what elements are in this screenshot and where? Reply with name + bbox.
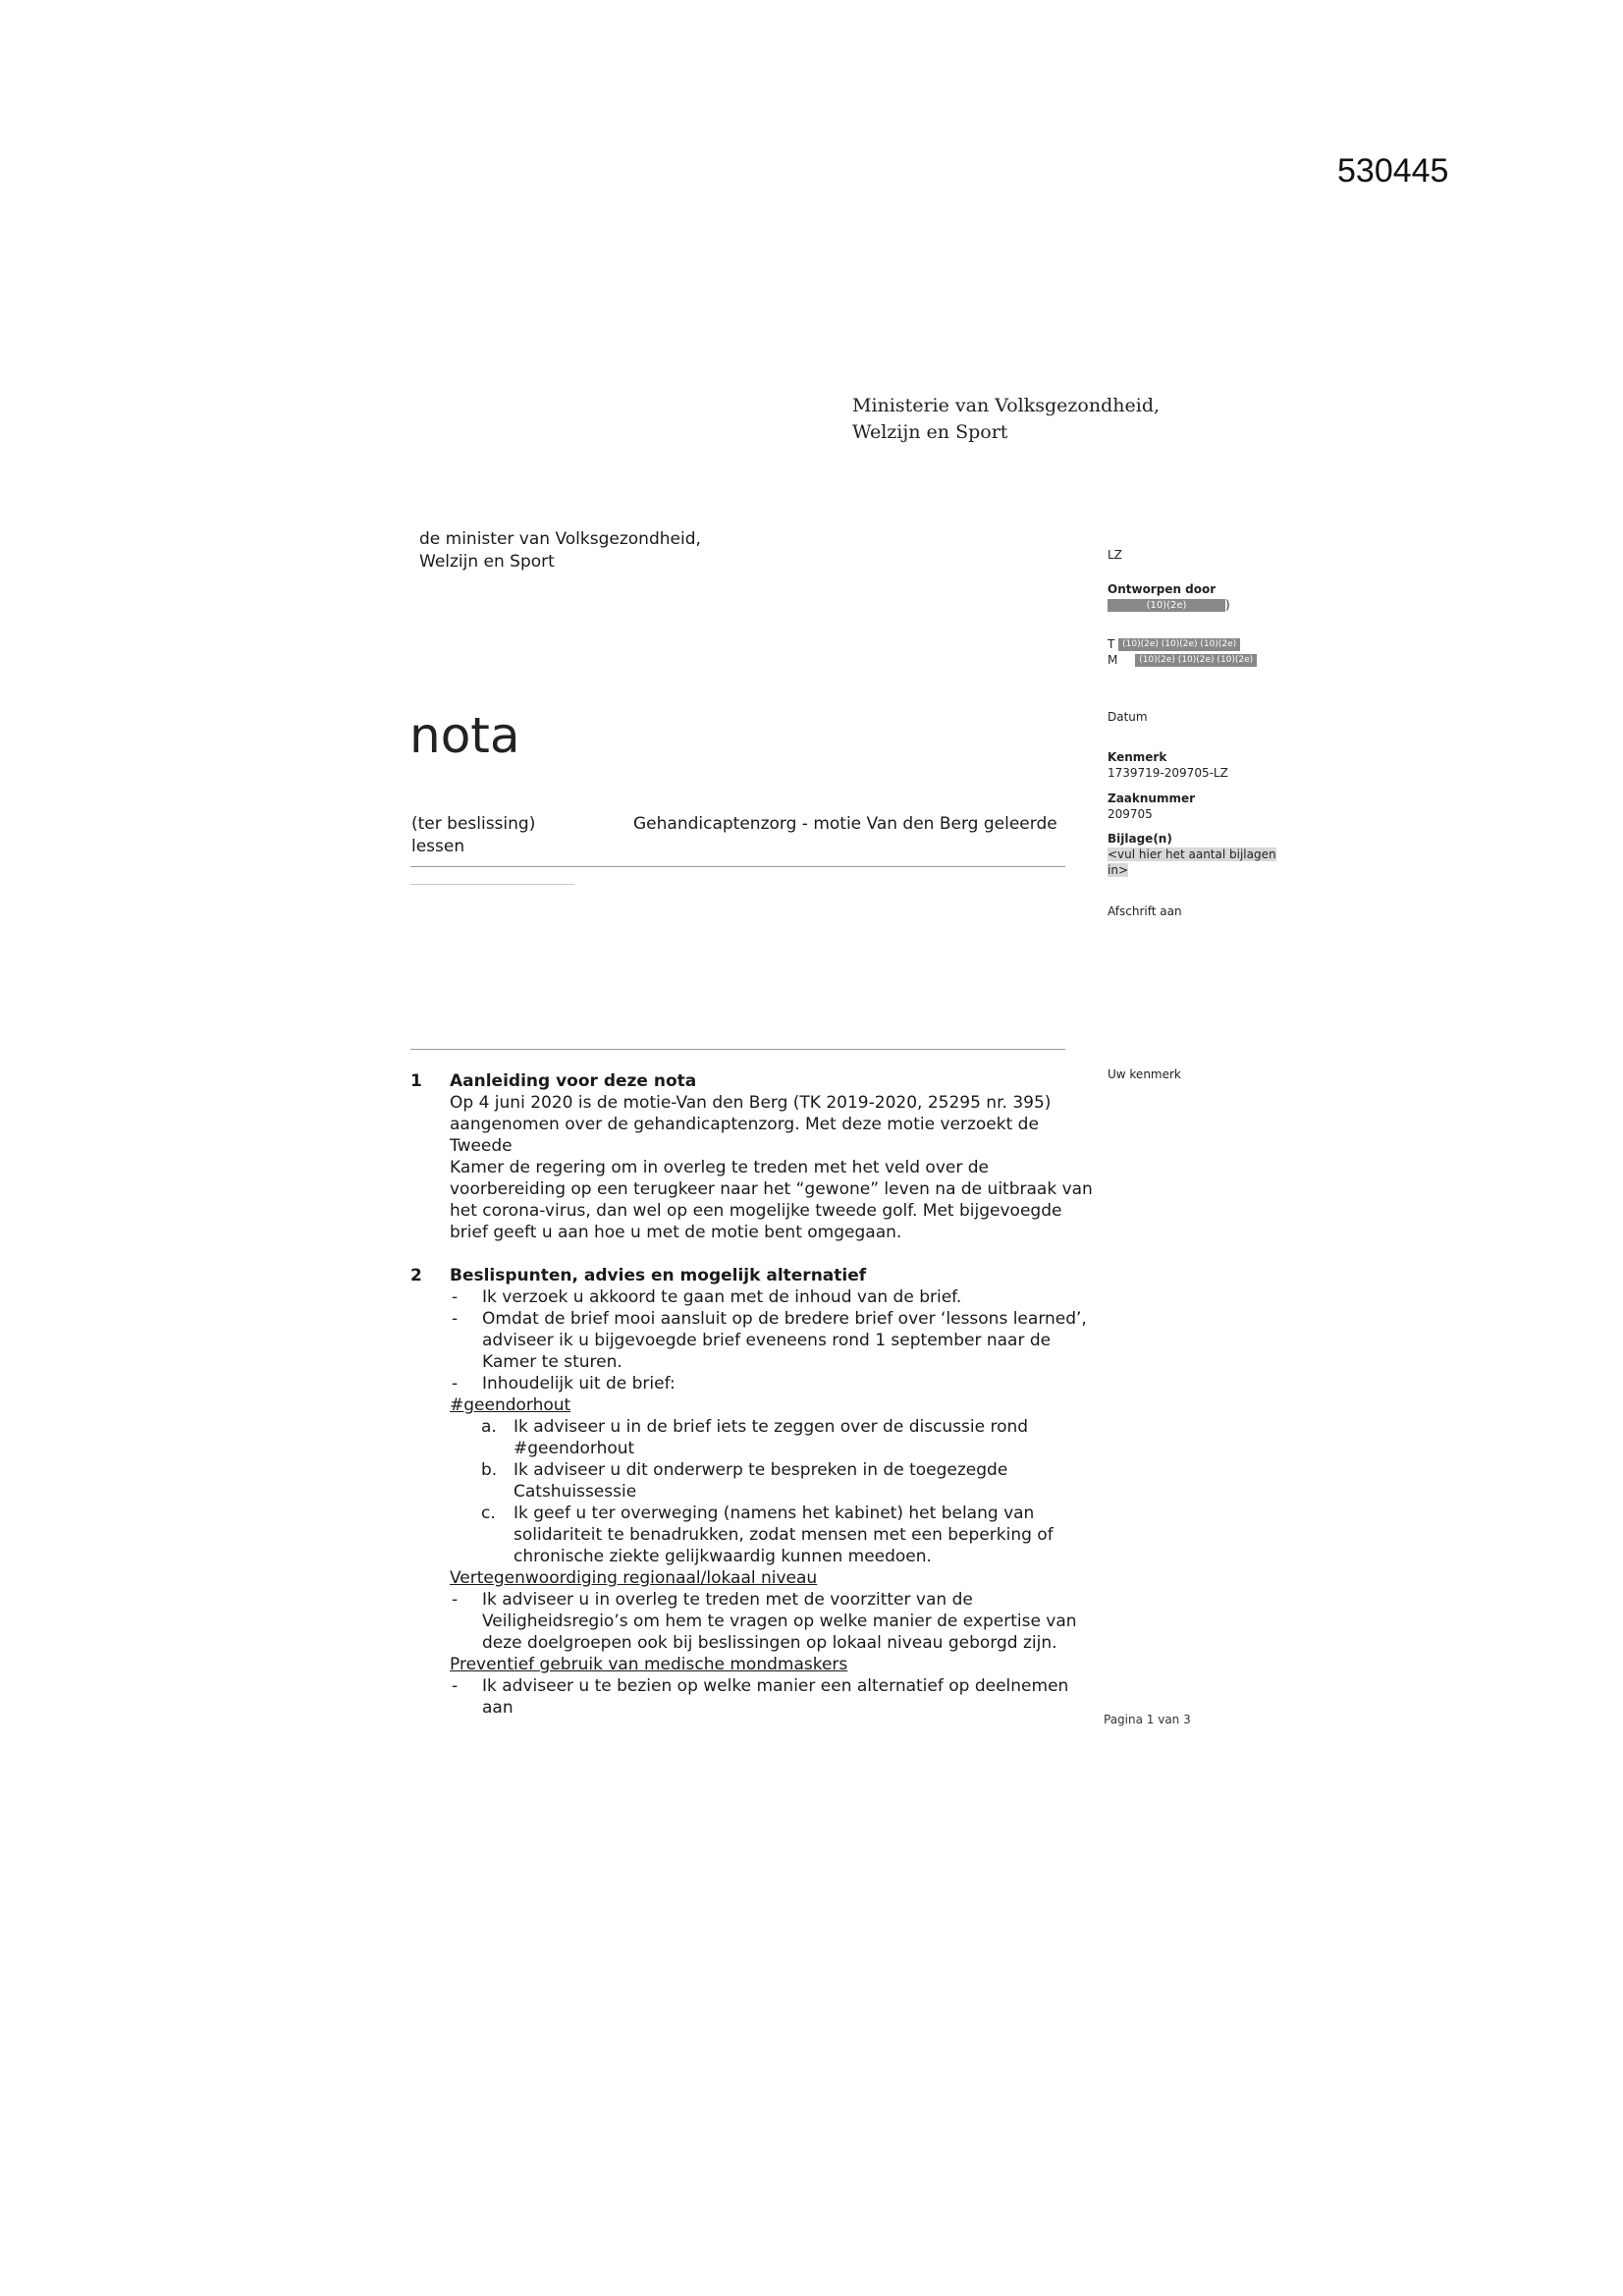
list-item-text: chronische ziekte gelijkwaardig kunnen meedoen.: [514, 1547, 932, 1566]
list-item: [450, 1373, 1098, 1394]
section-2: [410, 1265, 1098, 1719]
dash-marker: -: [452, 1287, 459, 1307]
section-2-title: Beslispunten, advies en mogelijk alternatief: [450, 1266, 867, 1285]
document-title: nota: [409, 707, 520, 764]
list-item: [450, 1503, 1098, 1567]
alpha-marker: b.: [481, 1460, 498, 1480]
document-body: [410, 1070, 1098, 1740]
section-1-number: 1: [410, 1071, 422, 1091]
ministry-line-1: Ministerie van Volksgezondheid,: [852, 395, 1161, 416]
list-item: [450, 1459, 1098, 1503]
list-item-text: Kamer te sturen.: [482, 1352, 622, 1372]
list-item: [450, 1589, 1098, 1654]
subheading-vertegenwoordiging: Vertegenwoordiging regionaal/lokaal niveau: [450, 1568, 818, 1588]
bijlage-placeholder-2: in>: [1108, 863, 1128, 877]
afschrift-label: Afschrift aan: [1108, 904, 1182, 918]
list-item-text: Catshuissessie: [514, 1482, 637, 1502]
list-item-text: Ik adviseer u in de brief iets te zeggen over de discussie rond: [514, 1417, 1029, 1437]
subject-type-line-2: lessen: [411, 837, 465, 856]
list-item-text: deze doelgroepen ook bij beslissingen op lokaal niveau geborgd zijn.: [482, 1633, 1057, 1653]
dash-marker: -: [452, 1374, 459, 1394]
dash-marker: -: [452, 1309, 459, 1329]
list-item: [450, 1675, 1098, 1719]
section-2-number: 2: [410, 1266, 422, 1285]
ontworpen-redacted: (10)(2e): [1108, 599, 1225, 612]
section-1-line: het corona-virus, dan wel op een mogelijke tweede golf. Met bijgevoegde: [450, 1201, 1062, 1221]
phone-t-redacted: (10)(2e) (10)(2e) (10)(2e): [1118, 638, 1240, 651]
list-item-text: Ik adviseer u dit onderwerp te bespreken in de toegezegde: [514, 1460, 1008, 1480]
kenmerk-label: Kenmerk: [1108, 750, 1167, 764]
section-1-title: Aanleiding voor deze nota: [450, 1071, 697, 1091]
list-item-text: adviseer ik u bijgevoegde brief eveneens rond 1 september naar de: [482, 1331, 1052, 1350]
list-item-text: Ik adviseer u te bezien op welke manier een alternatief op deelnemen aan: [482, 1676, 1069, 1718]
kenmerk-value: 1739719-209705-LZ: [1108, 766, 1228, 780]
ministry-line-2: Welzijn en Sport: [852, 421, 1008, 443]
uw-kenmerk-label: Uw kenmerk: [1108, 1067, 1181, 1081]
section-1-line: voorbereiding op een terugkeer naar het “gewone” leven na de uitbraak van: [450, 1179, 1093, 1199]
list-item-text: Ik verzoek u akkoord te gaan met de inhoud van de brief.: [482, 1287, 962, 1307]
subject-type: [411, 813, 535, 858]
section-1-line: brief geeft u aan hoe u met de motie bent omgegaan.: [450, 1223, 902, 1242]
sidebar-kenmerk: [1108, 749, 1228, 781]
zaaknummer-label: Zaaknummer: [1108, 792, 1196, 805]
divider-short: [410, 884, 574, 885]
addressee: [419, 528, 701, 574]
section-1-line: Kamer de regering om in overleg te treden met het veld over de: [450, 1158, 989, 1177]
ontworpen-label: Ontworpen door: [1108, 582, 1217, 596]
alpha-marker: a.: [481, 1417, 497, 1437]
list-item: [450, 1286, 1098, 1308]
sidebar-phone: [1108, 636, 1257, 668]
list-item-text: solidariteit te benadrukken, zodat mensen met een beperking of: [514, 1525, 1054, 1545]
section-1-line: aangenomen over de gehandicaptenzorg. Met deze motie verzoekt de Tweede: [450, 1115, 1039, 1156]
addressee-line-2: Welzijn en Sport: [419, 552, 555, 572]
subheading-mondmaskers: Preventief gebruik van medische mondmaskers: [450, 1655, 848, 1674]
dash-marker: -: [452, 1676, 459, 1696]
list-item: [450, 1416, 1098, 1459]
list-item: [450, 1308, 1098, 1373]
sidebar-dept: LZ: [1108, 548, 1122, 562]
list-item-text: Ik geef u ter overweging (namens het kabinet) het belang van: [514, 1503, 1035, 1523]
document-number: 530445: [1337, 152, 1449, 190]
section-1: [410, 1070, 1098, 1243]
datum-label: Datum: [1108, 710, 1148, 724]
phone-t-label: T: [1108, 637, 1115, 651]
list-item-text: #geendorhout: [514, 1439, 635, 1458]
zaaknummer-value: 209705: [1108, 807, 1153, 821]
list-item-text: Ik adviseer u in overleg te treden met de voorzitter van de: [482, 1590, 973, 1610]
subject-type-line-1: (ter beslissing): [411, 814, 536, 834]
sidebar-ontworpen: Ontworpen door (10)(2e) ): [1108, 582, 1230, 612]
alpha-marker: c.: [481, 1503, 496, 1523]
bijlage-label: Bijlage(n): [1108, 832, 1172, 846]
dash-marker: -: [452, 1590, 459, 1610]
sidebar-zaaknummer: [1108, 791, 1195, 822]
divider-body: [410, 1049, 1065, 1050]
page-footer: Pagina 1 van 3: [1104, 1713, 1191, 1726]
list-item-text: Inhoudelijk uit de brief:: [482, 1374, 676, 1394]
subject-title: Gehandicaptenzorg - motie Van den Berg geleerde: [633, 814, 1057, 834]
phone-m-redacted: (10)(2e) (10)(2e) (10)(2e): [1135, 654, 1257, 667]
list-item-text: Omdat de brief mooi aansluit op de bredere brief over ‘lessons learned’,: [482, 1309, 1087, 1329]
section-1-line: Op 4 juni 2020 is de motie-Van den Berg (TK 2019-2020, 25295 nr. 395): [450, 1093, 1052, 1113]
phone-m-label: M: [1108, 653, 1118, 667]
list-item-text: Veiligheidsregio’s om hem te vragen op welke manier de expertise van: [482, 1612, 1077, 1631]
bijlage-placeholder-1: <vul hier het aantal bijlagen: [1108, 847, 1276, 861]
subheading-geendorhout: #geendorhout: [450, 1395, 571, 1415]
divider-subject: [410, 866, 1065, 867]
addressee-line-1: de minister van Volksgezondheid,: [419, 529, 701, 549]
sidebar-bijlage: [1108, 831, 1276, 878]
ministry-logo-text: [852, 393, 1160, 446]
